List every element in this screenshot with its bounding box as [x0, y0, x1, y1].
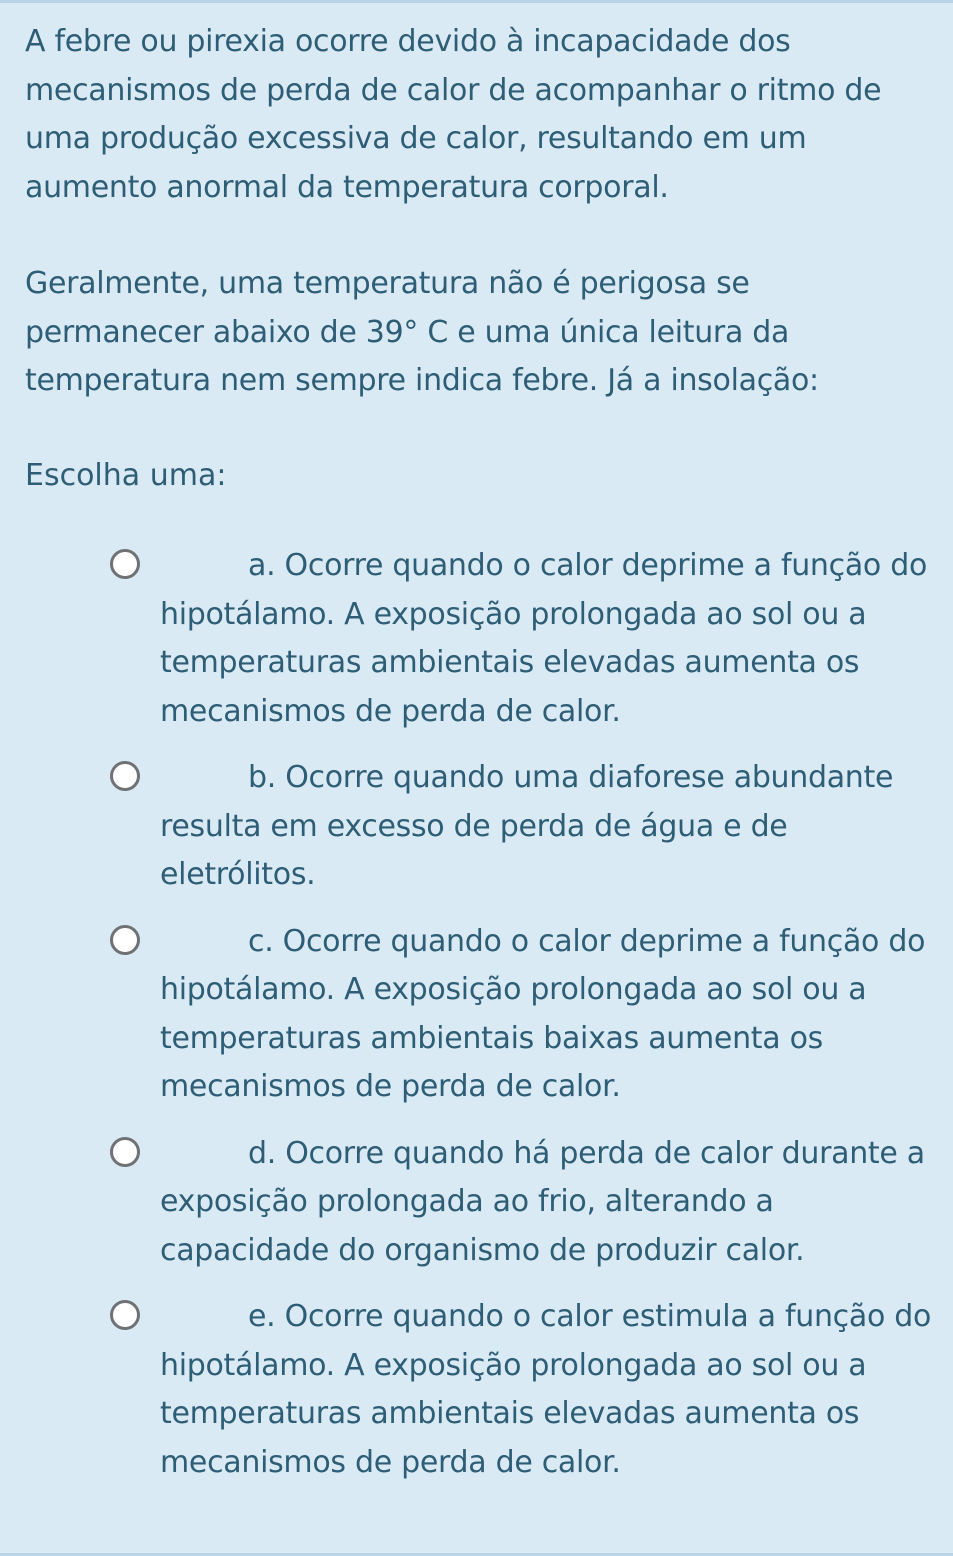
radio-button-c[interactable]	[110, 925, 140, 955]
option-b-label: b. Ocorre quando uma diaforese abundante resulta em excesso de perda de água e de eletrólitos.	[160, 760, 894, 892]
top-divider	[0, 0, 953, 3]
choose-one-prompt: Escolha uma:	[25, 457, 227, 493]
option-a-label: a. Ocorre quando o calor deprime a função do hipotálamo. A exposição prolongada ao sol ou a temperaturas ambientais elevadas aumenta os mecanismos de perda de calor.	[160, 548, 928, 729]
option-d-label: d. Ocorre quando há perda de calor durante a exposição prolongada ao frio, alterando a capacidade do organismo de produzir calor.	[160, 1135, 925, 1268]
option-c[interactable]	[110, 918, 940, 1112]
radio-button-b[interactable]	[110, 761, 140, 791]
option-e-label: e. Ocorre quando o calor estimula a função do hipotálamo. A exposição prolongada ao sol ou a temperaturas ambientais elevadas aumenta os mecanismos de perda de calor.	[160, 1299, 932, 1480]
question-block	[25, 18, 935, 500]
question-paragraph-1: A febre ou pirexia ocorre devido à incapacidade dos mecanismos de perda de calor de acompanhar o ritmo de uma produção excessiva de calor, resultando em um aumento anormal da temperatura corporal.	[25, 24, 882, 205]
option-d[interactable]	[110, 1130, 940, 1276]
radio-button-a[interactable]	[110, 549, 140, 579]
option-c-label: c. Ocorre quando o calor deprime a função do hipotálamo. A exposição prolongada ao sol ou a temperaturas ambientais baixas aumenta os mecanismos de perda de calor.	[160, 923, 926, 1104]
radio-button-e[interactable]	[110, 1300, 140, 1330]
option-a[interactable]	[110, 542, 940, 736]
question-paragraph-2: Geralmente, uma temperatura não é perigosa se permanecer abaixo de 39° C e uma única leitura da temperatura nem sempre indica febre. Já a insolação:	[25, 266, 819, 398]
answer-options	[110, 542, 940, 1505]
option-e[interactable]	[110, 1293, 940, 1487]
radio-button-d[interactable]	[110, 1137, 140, 1167]
option-b[interactable]	[110, 754, 940, 900]
